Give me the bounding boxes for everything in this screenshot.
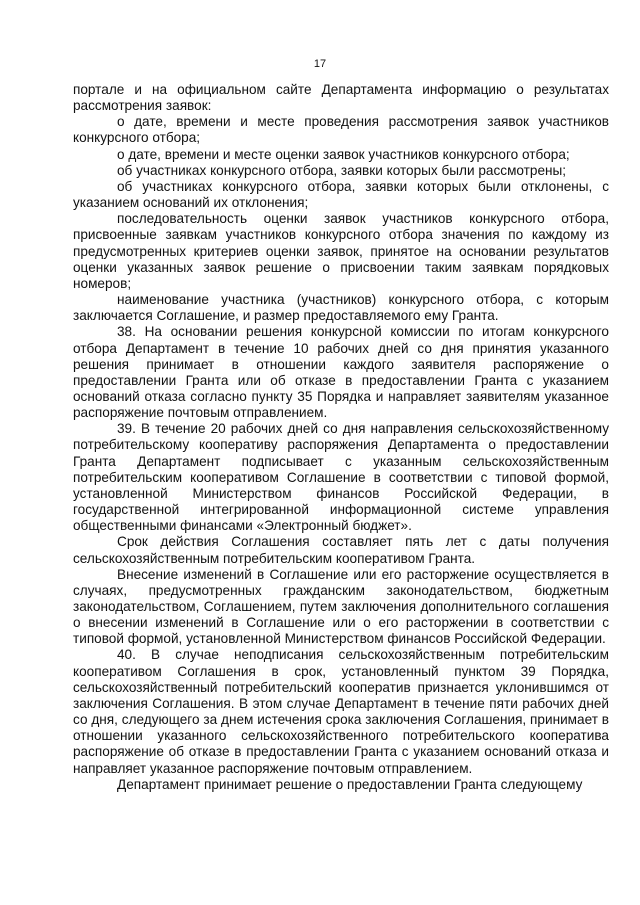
paragraph: Департамент принимает решение о предоставлении Гранта следующему xyxy=(117,776,583,792)
document-body xyxy=(73,82,609,793)
paragraph: об участниках конкурсного отбора, заявки которых были рассмотрены; xyxy=(117,162,567,178)
paragraph-item-39: 39. В течение 20 рабочих дней со дня направления сельскохозяйственному потребительскому кооперативу распоряжения Департамента о предоставлении Гранта Департамент подписывает с указанным сельскохозяйственным потребительским кооперативом Соглашение в соответствии с типовой формой, установленной Министерством финансов Российской Федерации, в государственной интегрированной информационной системе управления общественными финансами «Электронный бюджет». xyxy=(73,421,609,534)
paragraph: последовательность оценки заявок участников конкурсного отбора, присвоенные заявкам участников конкурсного отбора значения по каждому из предусмотренных критериев оценки заявок, принятое на основании результатов оценки указанных заявок решение о присвоении таким заявкам порядковых номеров; xyxy=(73,211,609,291)
paragraph: портале и на официальном сайте Департамента информацию о результатах рассмотрения заявок: xyxy=(73,82,609,114)
paragraph: о дате, времени и месте проведения рассмотрения заявок участников конкурсного отбора; xyxy=(73,114,609,146)
paragraph: наименование участника (участников) конкурсного отбора, с которым заключается Соглашение, и размер предоставляемого ему Гранта. xyxy=(73,292,609,324)
paragraph: Срок действия Соглашения составляет пять лет с даты получения сельскохозяйственным потребительским кооперативом Гранта. xyxy=(73,534,609,566)
paragraph: об участниках конкурсного отбора, заявки которых были отклонены, с указанием оснований их отклонения; xyxy=(73,178,609,211)
paragraph-item-38: 38. На основании решения конкурсной комиссии по итогам конкурсного отбора Департамент в течение 10 рабочих дней со дня принятия указанного решения принимает в отношении каждого заявителя распоряжение о предоставлении Гранта или об отказе в предоставлении Гранта с указанием оснований отказа согласно пункту 35 Порядка и направляет заявителям указанное распоряжение почтовым отправлением. xyxy=(73,324,609,421)
paragraph: Внесение изменений в Соглашение или его расторжение осуществляется в случаях, предусмотренных гражданским законодательством, бюджетным законодательством, Соглашением, путем заключения дополнительного соглашения о внесении изменений в Соглашение или о его расторжении в соответствии с типовой формой, установленной Министерством финансов Российской Федерации. xyxy=(73,566,609,647)
paragraph-item-40: 40. В случае неподписания сельскохозяйственным потребительским кооперативом Соглашения в срок, установленный пунктом 39 Порядка, сельскохозяйственный потребительский кооператив признается уклонившимся от заключения Соглашения. В этом случае Департамент в течение пяти рабочих дней со дня, следующего за днем истечения срока заключения Соглашения, принимает в отношении указанного сельскохозяйственного потребительского кооператива распоряжение об отказе в предоставлении Гранта с указанием оснований отказа и направляет указанное распоряжение почтовым отправлением. xyxy=(73,647,609,776)
page-number: 17 xyxy=(313,58,327,70)
paragraph: о дате, времени и месте оценки заявок участников конкурсного отбора; xyxy=(117,146,570,162)
